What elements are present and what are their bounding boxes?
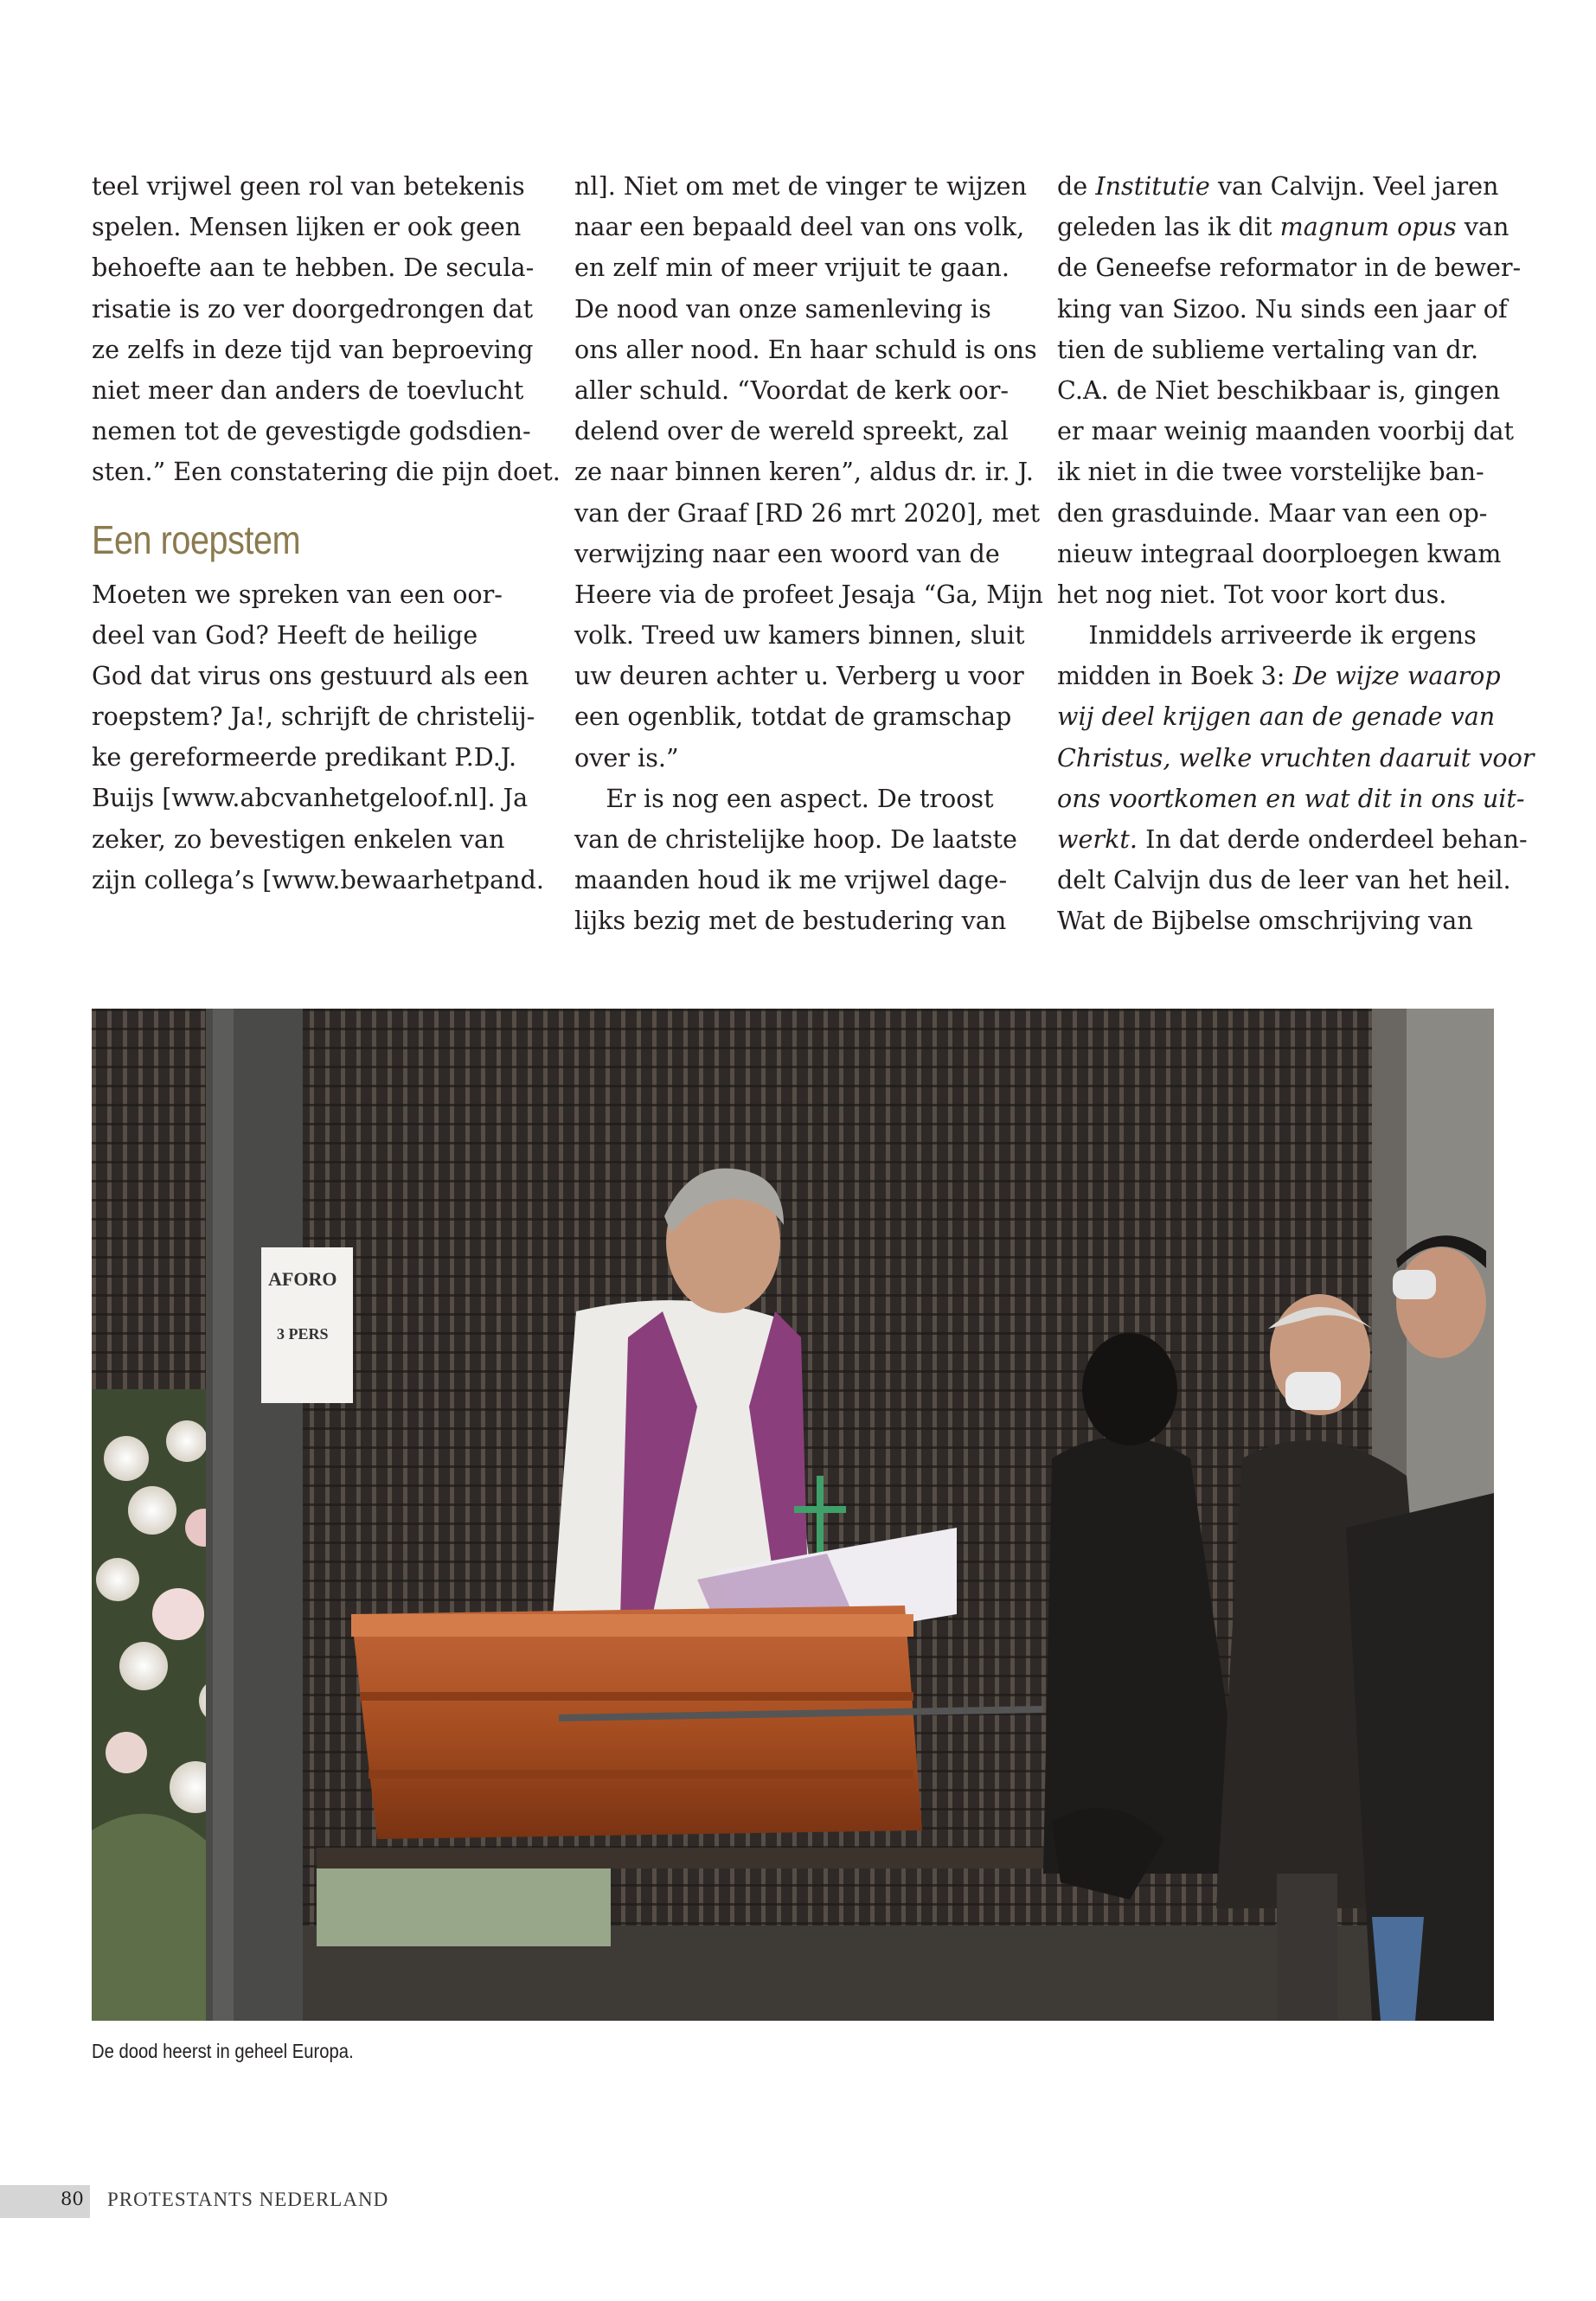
body-line: tien de sublieme vertaling van dr.: [1057, 334, 1479, 364]
body-line: Christus, welke vruchten daaruit voor: [1057, 742, 1535, 772]
body-line: Moeten we spreken van een oor-: [92, 579, 503, 609]
body-line: het nog niet. Tot voor kort dus.: [1057, 579, 1447, 609]
body-line: er maar weinig maanden voorbij dat: [1057, 416, 1514, 446]
pole-sign: [261, 1247, 353, 1403]
body-line: midden in Boek 3: De wijze waarop: [1057, 661, 1501, 691]
body-line: verwijzing naar een woord van de: [574, 538, 1000, 568]
text-column-1: [92, 166, 561, 901]
body-line: van der Graaf [RD 26 mrt 2020], met: [574, 497, 1041, 528]
body-line: deel van God? Heeft de heilige: [92, 619, 478, 650]
body-line: de Geneefse reformator in de bewer-: [1057, 253, 1522, 283]
photo-illustration: [92, 1009, 1494, 2021]
body-line: Inmiddels arriveerde ik ergens: [1057, 620, 1477, 651]
text-column-2: [574, 166, 1043, 942]
body-line: naar een bepaald deel van ons volk,: [574, 212, 1025, 242]
body-line: ik niet in die twee vorstelijke ban-: [1057, 457, 1484, 487]
body-line: C.A. de Niet beschikbaar is, gingen: [1057, 375, 1501, 405]
svg-text:3 PERS: 3 PERS: [277, 1325, 329, 1343]
body-line: nemen tot de gevestigde godsdien-: [92, 416, 531, 446]
body-line: ke gereformeerde predikant P.D.J.: [92, 742, 517, 772]
body-line: Buijs [www.abcvanhetgeloof.nl]. Ja: [92, 783, 529, 813]
body-line: teel vrijwel geen rol van betekenis: [92, 171, 525, 201]
body-line: een ogenblik, totdat de gramschap: [574, 702, 1012, 732]
body-line: uw deuren achter u. Verberg u voor: [574, 661, 1024, 691]
body-line: geleden las ik dit magnum opus van: [1057, 212, 1509, 242]
body-line: ze zelfs in deze tijd van beproeving: [92, 334, 534, 364]
body-line: spelen. Mensen lijken er ook geen: [92, 212, 522, 242]
body-line: ons aller nood. En haar schuld is ons: [574, 334, 1037, 364]
body-line: den grasduinde. Maar van een op-: [1057, 497, 1488, 528]
section-heading: Een roepstem: [92, 516, 301, 562]
latin-term: magnum opus: [1279, 212, 1457, 242]
body-line: Heere via de profeet Jesaja “Ga, Mijn: [574, 579, 1043, 609]
body-line: delend over de wereld spreekt, zal: [574, 416, 1009, 446]
funeral-photo: [92, 1009, 1494, 2021]
body-line: ze naar binnen keren”, aldus dr. ir. J.: [574, 457, 1034, 487]
body-line: en zelf min of meer vrijuit te gaan.: [574, 253, 1010, 283]
body-line: behoefte aan te hebben. De secula-: [92, 253, 535, 283]
text-column-3: [1057, 166, 1535, 942]
body-line: over is.”: [574, 742, 679, 772]
body-line: nl]. Niet om met de vinger te wijzen: [574, 171, 1027, 201]
body-line: aller schuld. “Voordat de kerk oor-: [574, 375, 1010, 405]
photo-caption: De dood heerst in geheel Europa.: [92, 2040, 354, 2062]
body-line: Wat de Bijbelse omschrijving van: [1057, 906, 1473, 936]
body-line: God dat virus ons gestuurd als een: [92, 660, 529, 690]
body-line: king van Sizoo. Nu sinds een jaar of: [1057, 293, 1508, 324]
body-line: nieuw integraal doorploegen kwam: [1057, 538, 1502, 568]
body-line: de Institutie van Calvijn. Veel jaren: [1057, 171, 1499, 201]
body-line: ons voortkomen en wat dit in ons uit-: [1057, 783, 1525, 813]
page-number: 80: [61, 2189, 84, 2209]
body-line: niet meer dan anders de toevlucht: [92, 375, 524, 405]
body-line: De nood van onze samenleving is: [574, 293, 991, 324]
body-line: volk. Treed uw kamers binnen, sluit: [574, 620, 1025, 651]
svg-text:AFORO: AFORO: [268, 1268, 337, 1290]
body-line: maanden houd ik me vrijwel dage-: [574, 865, 1008, 895]
body-line: wij deel krijgen aan de genade van: [1057, 702, 1496, 732]
body-line: werkt. In dat derde onderdeel behan-: [1057, 824, 1528, 854]
body-line: Er is nog een aspect. De troost: [574, 783, 994, 813]
body-line: van de christelijke hoop. De laatste: [574, 824, 1017, 854]
book-title: Institutie: [1095, 171, 1210, 201]
publication-title: PROTESTANTS NEDERLAND: [107, 2189, 389, 2210]
body-line: roepstem? Ja!, schrijft de christelij-: [92, 702, 535, 732]
body-line: zijn collega’s [www.bewaarhetpand.: [92, 864, 544, 894]
body-line: lijks bezig met de bestudering van: [574, 906, 1007, 936]
body-line: sten.” Een constatering die pijn doet.: [92, 457, 561, 487]
body-line: delt Calvijn dus de leer van het heil.: [1057, 865, 1511, 895]
body-line: risatie is zo ver doorgedrongen dat: [92, 293, 534, 324]
body-line: zeker, zo bevestigen enkelen van: [92, 824, 505, 854]
